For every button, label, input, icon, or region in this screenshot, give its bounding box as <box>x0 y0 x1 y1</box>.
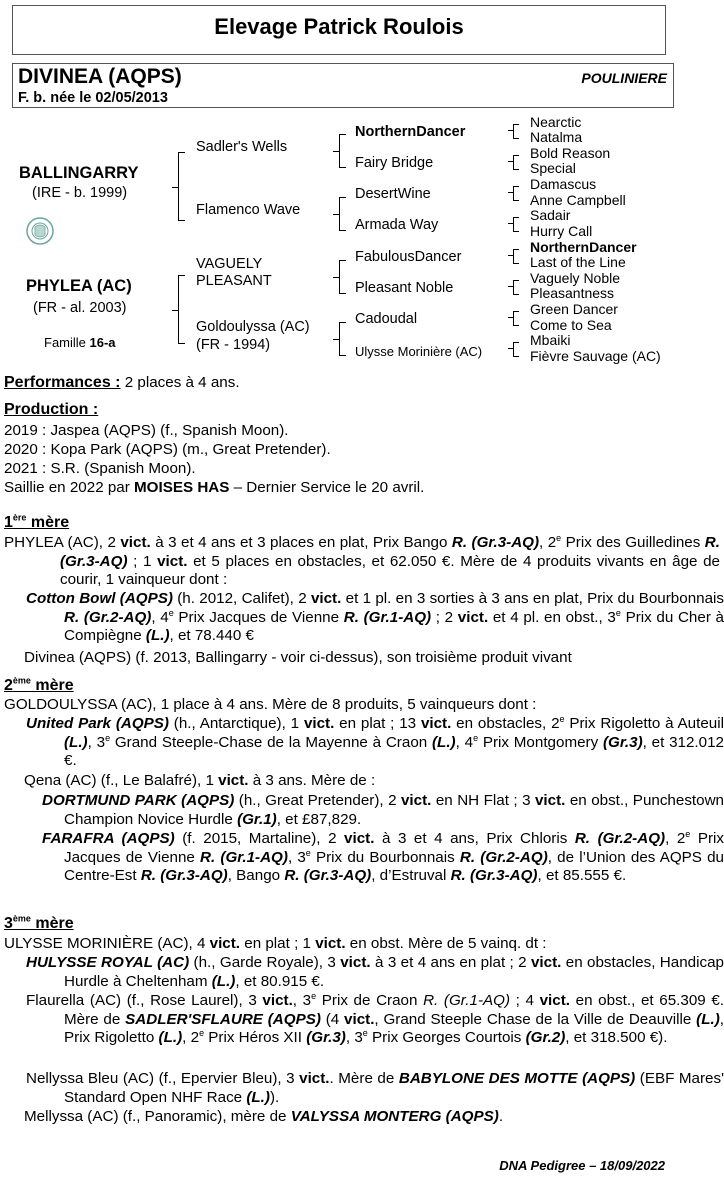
mere3-hulysse-royal: HULYSSE ROYAL (AC) (h., Garde Royale), 3 vict. à 3 et 4 ans en plat ; 2 vict. en obstacles, Handicap Hurdle à Cheltenham (L.), et 80.915 €. <box>26 954 724 990</box>
gen2-sire-dam: Flamenco Wave <box>196 202 301 218</box>
brace-dam <box>178 275 185 344</box>
gen4-2: Natalma <box>530 129 583 145</box>
horse-name: DIVINEA (AQPS) <box>18 65 182 88</box>
gen2-dam-sire: VAGUELY PLEASANT <box>196 256 272 289</box>
brace-g3-7 <box>513 311 519 326</box>
production-line-2019: 2019 : Jaspea (AQPS) (f., Spanish Moon). <box>4 422 289 439</box>
gen3-8: Ulysse Morinière (AC) <box>355 344 483 359</box>
sire-detail: (IRE - b. 1999) <box>32 185 128 201</box>
brace-g3-4 <box>513 217 519 232</box>
mere3-ulysse: ULYSSE MORINIÈRE (AC), 4 vict. en plat ; 1 vict. en obst. Mère de 5 vainq. dt : <box>4 935 547 952</box>
mere2-qena: Qena (AC) (f., Le Balafré), 1 vict. à 3 ans. Mère de : <box>24 772 376 789</box>
brace-g3-8 <box>513 342 519 357</box>
gen4-13: Green Dancer <box>530 301 618 317</box>
gen4-3: Bold Reason <box>530 145 611 161</box>
production-line-2021: 2021 : S.R. (Spanish Moon). <box>4 460 196 477</box>
gen4-16: Fièvre Sauvage (AC) <box>530 348 661 364</box>
gen3-7: Cadoudal <box>355 311 418 327</box>
brace-g2-3 <box>339 260 346 294</box>
mere3-mellyssa: Mellyssa (AC) (f., Panoramic), mère de VALYSSA MONTERG (AQPS). <box>24 1108 504 1125</box>
mere3-flaurella: Flaurella (AC) (f., Rose Laurel), 3 vict., 3e Prix de Craon R. (Gr.1-AQ) ; 4 vict. en obst., et 65.309 €. Mère de SADLER'SFLAURE (AQPS) (4 vict., Grand Steeple Chase de la Ville de Deauville (L.), Prix Rigoletto (L.), 2e Prix Héros XII (Gr.3), 3e Prix Georges Courtois (Gr.2), et 318.500 €). <box>26 990 724 1046</box>
gen4-4: Special <box>530 160 576 176</box>
brace-sire <box>178 152 185 221</box>
gen4-7: Sadair <box>530 207 571 223</box>
mere1-divinea: Divinea (AQPS) (f. 2013, Ballingarry - voir ci-dessus), son troisième produit vivant <box>24 649 572 666</box>
sire-name: BALLINGARRY <box>19 164 139 182</box>
mere2-dortmund-park: DORTMUND PARK (AQPS) (h., Great Pretender), 2 vict. en NH Flat ; 3 vict. en obst., Punchestown Champion Novice Hurdle (Gr.1), et £87,829. <box>42 792 724 828</box>
gen3-6: Pleasant Noble <box>355 280 454 296</box>
brace-g2-2 <box>339 197 346 231</box>
mere2-goldoulyssa: GOLDOULYSSA (AC), 1 place à 4 ans. Mère de 8 produits, 5 vainqueurs dont : <box>4 696 537 713</box>
page-title: Elevage Patrick Roulois <box>214 14 464 39</box>
family-label: Famille 16-a <box>44 335 116 350</box>
gen2-sire-sire: Sadler's Wells <box>196 139 288 155</box>
mere2-farafra: FARAFRA (AQPS) (f. 2015, Martaline), 2 vict. à 3 et 4 ans, Prix Chloris R. (Gr.2-AQ), 2e Prix Jacques de Vienne R. (Gr.1-AQ), 3e Prix du Bourbonnais R. (Gr.2-AQ), de l’Union des AQPS du Centre-Est R. (Gr.3-AQ), Bango R. (Gr.3-AQ), d’Estruval R. (Gr.3-AQ), et 85.555 €. <box>42 828 724 884</box>
horse-birth: F. b. née le 02/05/2013 <box>18 90 168 106</box>
footer-source: DNA Pedigree – 18/09/2022 <box>499 1158 665 1173</box>
gen4-12: Pleasantness <box>530 285 615 301</box>
dam-detail: (FR - al. 2003) <box>33 300 127 316</box>
stud-logo <box>26 215 54 247</box>
brace-g2-4 <box>339 322 346 356</box>
mere3-nellyssa: Nellyssa Bleu (AC) (f., Epervier Bleu), 3 vict.. Mère de BABYLONE DES MOTTE (AQPS) (EBF Mares' Standard Open NHF Race (L.)). <box>26 1070 724 1106</box>
gen4-9: NorthernDancer <box>530 239 637 255</box>
gen4-10: Last of the Line <box>530 254 626 270</box>
performances: Performances : 2 places à 4 ans. <box>4 374 240 391</box>
gen2-dam-dam: Goldoulyssa (AC)(FR - 1994) <box>196 319 310 353</box>
gen4-5: Damascus <box>530 176 597 192</box>
dam-name: PHYLEA (AC) <box>26 277 132 295</box>
gen4-11: Vaguely Noble <box>530 270 621 286</box>
mere1-phylea: PHYLEA (AC), 2 vict. à 3 et 4 ans et 3 places en plat, Prix Bango R. (Gr.3-AQ), 2e Prix des Guilledines R. (Gr.3-AQ) ; 1 vict. et 5 places en obstacles, et 62.050 €. Mère de 4 produits vivants en âge de courir, 1 vainqueur dont : <box>4 532 721 588</box>
gen3-5: FabulousDancer <box>355 249 462 265</box>
gen4-8: Hurry Call <box>530 223 593 239</box>
gen3-1: NorthernDancer <box>355 124 466 140</box>
gen3-2: Fairy Bridge <box>355 155 434 171</box>
production-line-2020: 2020 : Kopa Park (AQPS) (m., Great Pretender). <box>4 441 331 458</box>
brace-g3-1 <box>513 124 519 139</box>
mere2-united-park: United Park (AQPS) (h., Antarctique), 1 vict. en plat ; 13 vict. en obstacles, 2e Prix Rigoletto à Auteuil (L.), 3e Grand Steeple-Chase de la Mayenne à Craon (L.), 4e Prix Montgomery (Gr.3), et 312.012 €. <box>26 713 724 769</box>
mere1-cotton-bowl: Cotton Bowl (AQPS) (h. 2012, Califet), 2 vict. et 1 pl. en 3 sorties à 3 ans en plat, Prix du Bourbonnais R. (Gr.2-AQ), 4e Prix Jacques de Vienne R. (Gr.1-AQ) ; 2 vict. et 4 pl. en obst., 3e Prix du Cher à Compiègne (L.), et 78.440 € <box>26 590 724 644</box>
production-heading: Production : <box>4 401 99 418</box>
brace-g3-2 <box>513 155 519 170</box>
section-2eme-mere: 2ème mère <box>4 675 74 694</box>
section-3eme-mere: 3ème mère <box>4 913 74 932</box>
gen4-6: Anne Campbell <box>530 192 626 208</box>
brace-g3-6 <box>513 280 519 295</box>
gen4-15: Mbaiki <box>530 332 571 348</box>
brace-g2-1 <box>339 134 346 168</box>
gen4-1: Nearctic <box>530 114 582 130</box>
gen3-3: DesertWine <box>355 186 431 202</box>
gen4-14: Come to Sea <box>530 317 612 333</box>
brace-g3-3 <box>513 186 519 201</box>
brace-g3-5 <box>513 249 519 264</box>
horse-category: POULINIERE <box>581 70 667 86</box>
gen3-4: Armada Way <box>355 217 439 233</box>
production-saillie: Saillie en 2022 par MOISES HAS – Dernier Service le 20 avril. <box>4 479 425 496</box>
section-1ere-mere: 1ère mère <box>4 512 70 531</box>
